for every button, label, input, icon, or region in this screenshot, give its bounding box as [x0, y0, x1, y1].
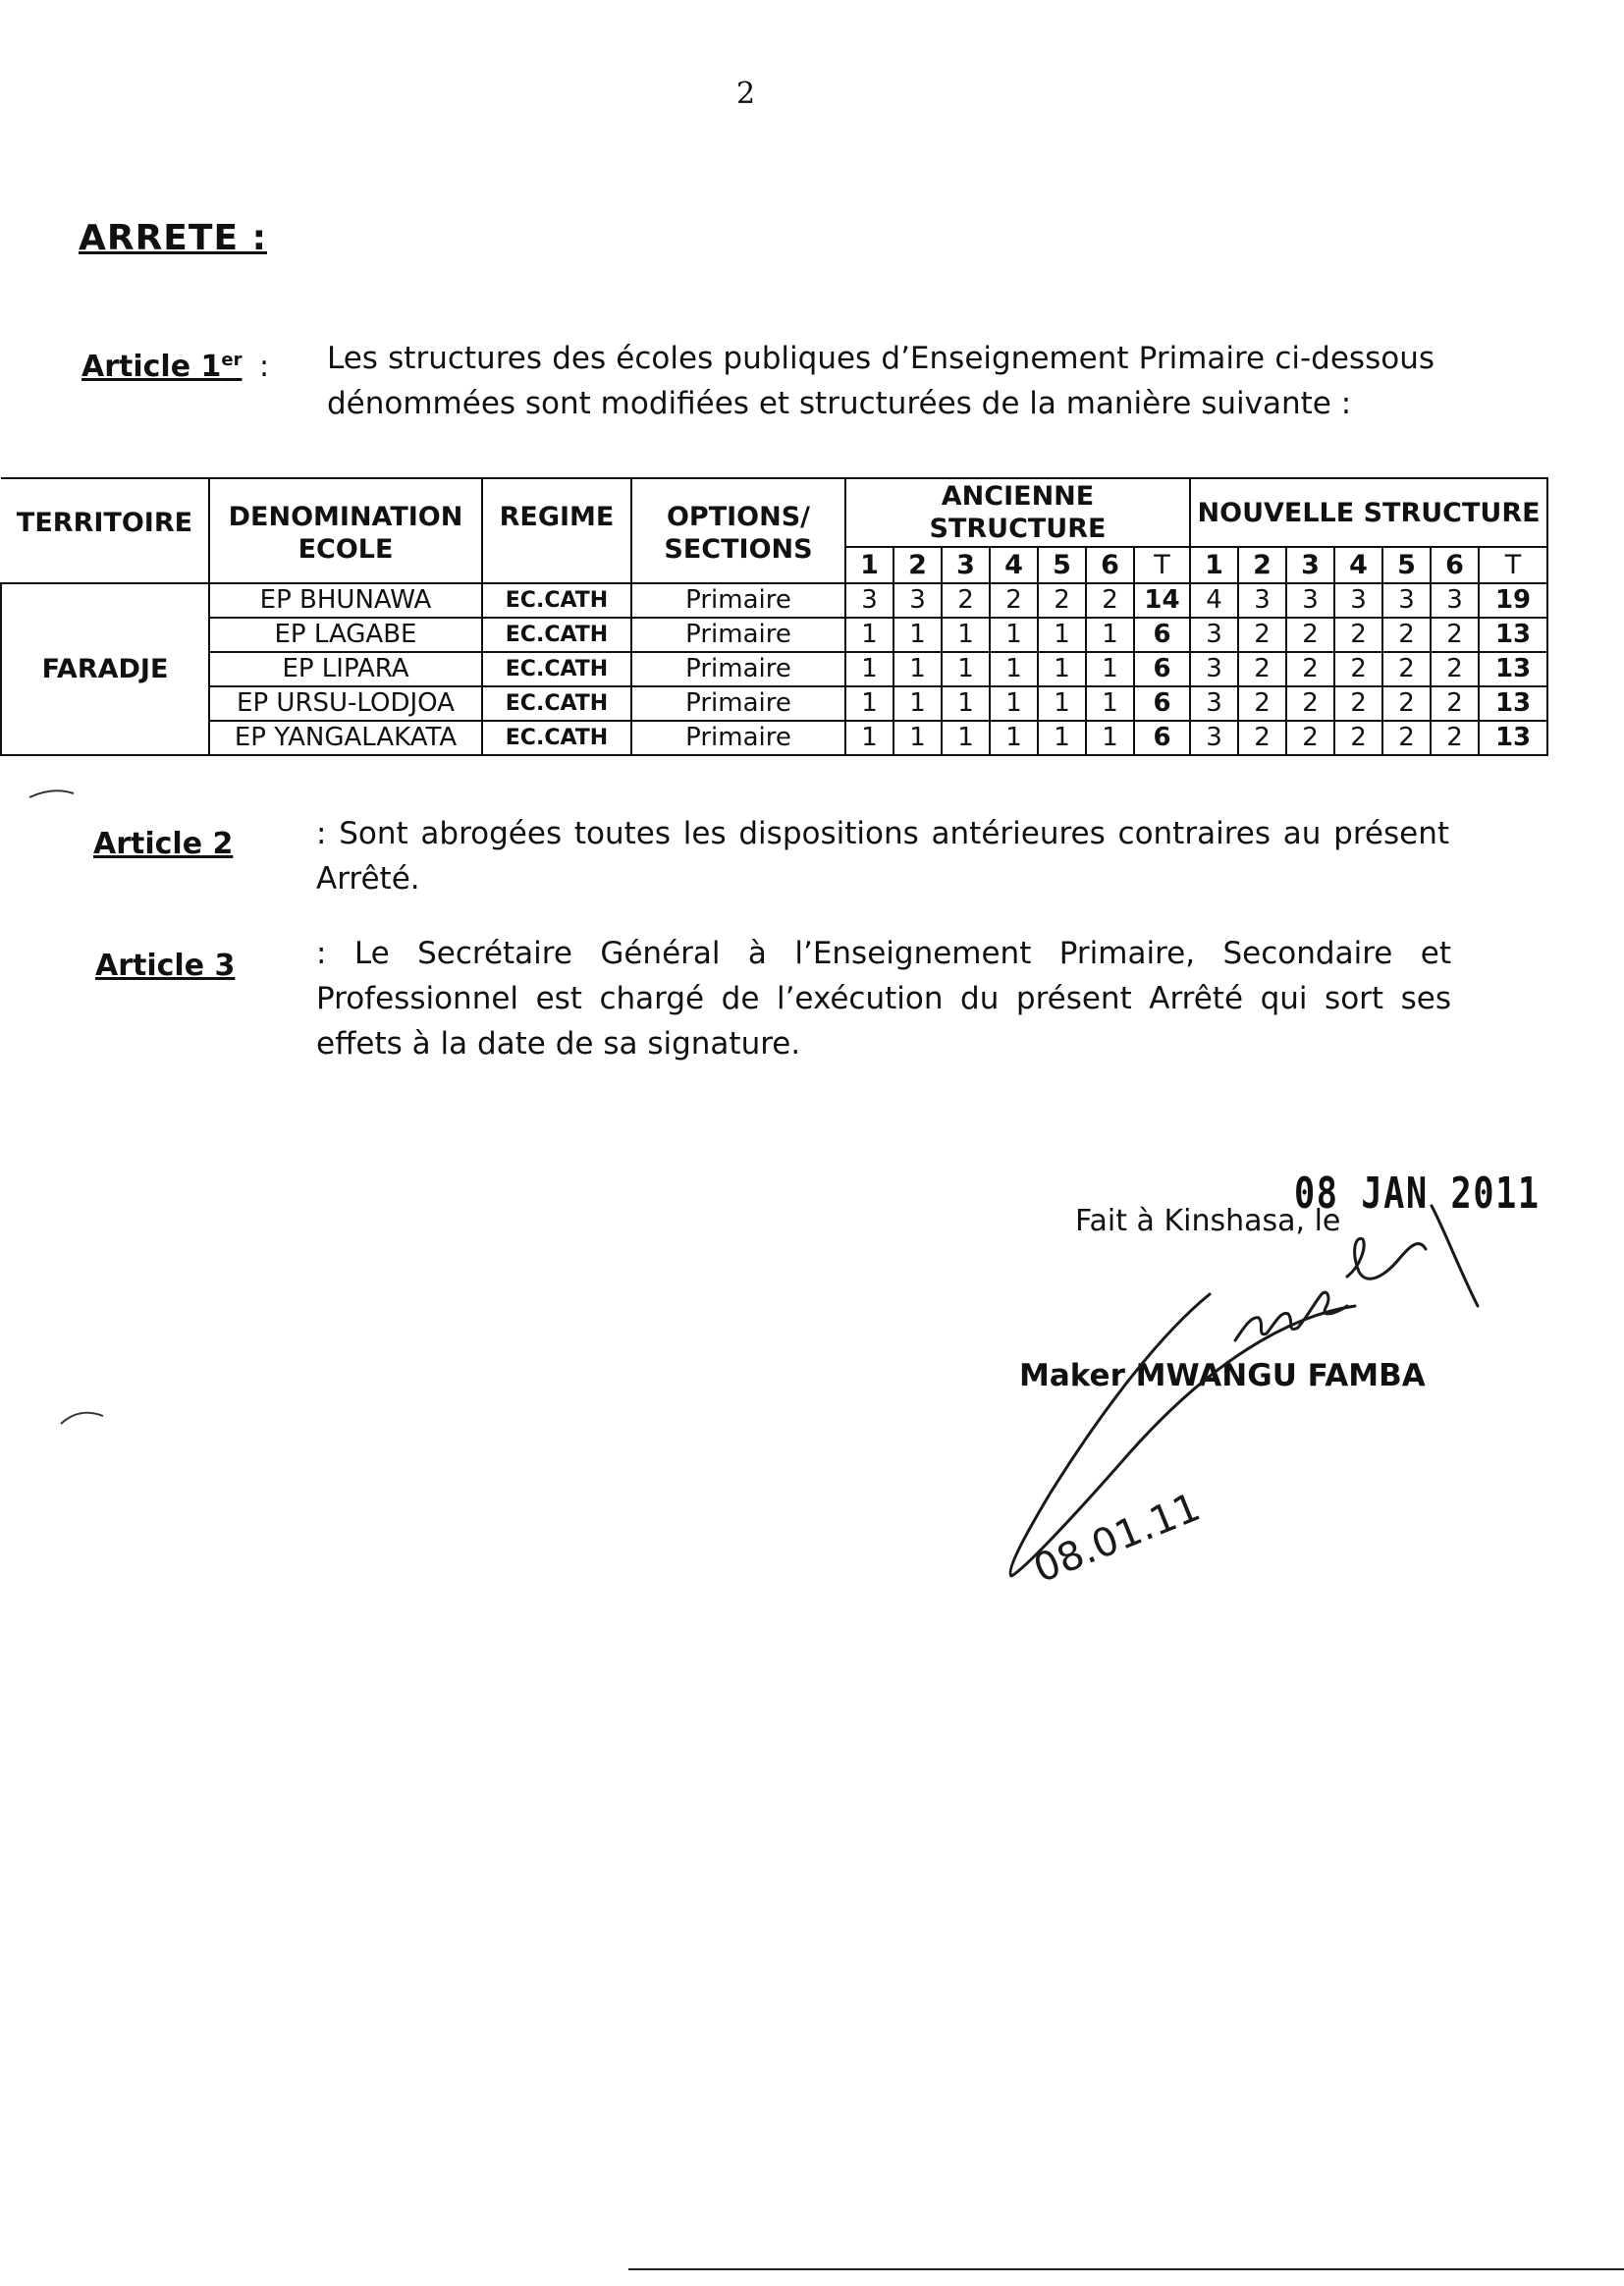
ancienne-grade-cell: 1: [845, 618, 893, 652]
bottom-rule: [628, 2268, 1624, 2270]
nouvelle-grade-cell: 2: [1334, 686, 1382, 721]
nouvelle-grade-cell: 2: [1382, 618, 1431, 652]
place-and-date-line: Fait à Kinshasa, le: [1075, 1204, 1341, 1238]
option-cell: Primaire: [631, 652, 845, 686]
header-nouvelle-grade: 1: [1190, 547, 1238, 583]
school-name-cell: EP URSU-LODJOA: [209, 686, 482, 721]
ancienne-grade-cell: 1: [1038, 652, 1086, 686]
handwritten-date: 08.01.11: [1027, 1484, 1207, 1593]
nouvelle-grade-cell: 2: [1334, 618, 1382, 652]
nouvelle-total-cell: 13: [1479, 652, 1547, 686]
header-denomination: DENOMINATION ECOLE: [209, 478, 482, 583]
ancienne-total-cell: 6: [1134, 652, 1190, 686]
header-ancienne-grade: 3: [942, 547, 990, 583]
nouvelle-grade-cell: 2: [1382, 652, 1431, 686]
nouvelle-grade-cell: 2: [1238, 721, 1286, 755]
ancienne-grade-cell: 1: [893, 686, 942, 721]
nouvelle-grade-cell: 4: [1190, 583, 1238, 618]
nouvelle-total-cell: 13: [1479, 686, 1547, 721]
header-ancienne-grade: 1: [845, 547, 893, 583]
nouvelle-grade-cell: 2: [1286, 618, 1334, 652]
article-2-label: Article 2: [93, 827, 234, 861]
regime-cell: EC.CATH: [482, 583, 631, 618]
article-2-text: : Sont abrogées toutes les dispositions antérieures contraires au présent Arrêté.: [316, 816, 1449, 897]
ancienne-total-cell: 6: [1134, 618, 1190, 652]
header-nouvelle-grade: 6: [1431, 547, 1479, 583]
option-cell: Primaire: [631, 686, 845, 721]
header-ancienne-grade: 4: [990, 547, 1038, 583]
school-name-cell: EP LAGABE: [209, 618, 482, 652]
nouvelle-grade-cell: 2: [1431, 652, 1479, 686]
option-cell: Primaire: [631, 618, 845, 652]
nouvelle-total-cell: 19: [1479, 583, 1547, 618]
article-3-text: : Le Secrétaire Général à l’Enseignement Primaire, Secondaire et Professionnel est chargé de l’exécution du présent Arrêté qui sort ses effets à la date de sa signature.: [316, 936, 1451, 1061]
header-nouvelle-grade: 3: [1286, 547, 1334, 583]
nouvelle-grade-cell: 2: [1286, 652, 1334, 686]
ancienne-grade-cell: 1: [942, 618, 990, 652]
nouvelle-grade-cell: 2: [1382, 721, 1431, 755]
ancienne-grade-cell: 3: [845, 583, 893, 618]
option-cell: Primaire: [631, 583, 845, 618]
regime-cell: EC.CATH: [482, 652, 631, 686]
ancienne-grade-cell: 2: [990, 583, 1038, 618]
nouvelle-grade-cell: 2: [1334, 652, 1382, 686]
header-territoire: TERRITOIRE: [1, 478, 209, 583]
ancienne-total-cell: 6: [1134, 686, 1190, 721]
nouvelle-grade-cell: 2: [1334, 721, 1382, 755]
nouvelle-grade-cell: 2: [1238, 618, 1286, 652]
ancienne-grade-cell: 1: [893, 618, 942, 652]
signature-tail: [1432, 1206, 1478, 1306]
header-ancienne-grade: 2: [893, 547, 942, 583]
regime-cell: EC.CATH: [482, 721, 631, 755]
nouvelle-grade-cell: 2: [1431, 618, 1479, 652]
nouvelle-grade-cell: 3: [1431, 583, 1479, 618]
header-ancienne-total: T: [1134, 547, 1190, 583]
ancienne-grade-cell: 2: [1038, 583, 1086, 618]
date-stamp: 08 JAN 2011: [1294, 1169, 1541, 1219]
article-3-label: Article 3: [95, 949, 236, 983]
article-1-colon: :: [259, 350, 270, 384]
header-ancienne-structure: ANCIENNE STRUCTURE: [845, 478, 1190, 547]
header-regime: REGIME: [482, 478, 631, 583]
ancienne-grade-cell: 1: [990, 618, 1038, 652]
header-nouvelle-grade: 2: [1238, 547, 1286, 583]
signature-scribble: [1235, 1292, 1347, 1340]
school-name-cell: EP BHUNAWA: [209, 583, 482, 618]
nouvelle-grade-cell: 3: [1382, 583, 1431, 618]
signature-flourish: [1347, 1238, 1426, 1279]
ancienne-grade-cell: 1: [990, 721, 1038, 755]
article-1-label-sup: er: [221, 350, 243, 370]
document-title: ARRETE :: [79, 218, 267, 258]
stray-mark: [29, 790, 74, 797]
ancienne-grade-cell: 1: [1038, 721, 1086, 755]
ancienne-grade-cell: 3: [893, 583, 942, 618]
nouvelle-grade-cell: 2: [1286, 686, 1334, 721]
nouvelle-grade-cell: 2: [1431, 686, 1479, 721]
ancienne-grade-cell: 1: [942, 686, 990, 721]
regime-cell: EC.CATH: [482, 618, 631, 652]
nouvelle-grade-cell: 2: [1382, 686, 1431, 721]
ancienne-grade-cell: 1: [1086, 721, 1134, 755]
header-nouvelle-structure: NOUVELLE STRUCTURE: [1190, 478, 1547, 547]
ancienne-grade-cell: 1: [1086, 618, 1134, 652]
header-options: OPTIONS/ SECTIONS: [631, 478, 845, 583]
nouvelle-grade-cell: 3: [1190, 618, 1238, 652]
article-1-label-text: Article 1: [81, 350, 222, 384]
ancienne-grade-cell: 1: [990, 686, 1038, 721]
nouvelle-grade-cell: 2: [1431, 721, 1479, 755]
ancienne-grade-cell: 1: [845, 686, 893, 721]
ancienne-grade-cell: 1: [942, 652, 990, 686]
nouvelle-grade-cell: 3: [1286, 583, 1334, 618]
ancienne-grade-cell: 1: [893, 652, 942, 686]
ancienne-grade-cell: 1: [1086, 686, 1134, 721]
header-nouvelle-grade: 5: [1382, 547, 1431, 583]
ancienne-grade-cell: 1: [942, 721, 990, 755]
ancienne-grade-cell: 1: [1038, 618, 1086, 652]
school-name-cell: EP LIPARA: [209, 652, 482, 686]
nouvelle-grade-cell: 3: [1334, 583, 1382, 618]
signatory-name: Maker MWANGU FAMBA: [1019, 1358, 1426, 1393]
ancienne-total-cell: 14: [1134, 583, 1190, 618]
ancienne-grade-cell: 1: [1086, 652, 1134, 686]
regime-cell: EC.CATH: [482, 686, 631, 721]
header-ancienne-grade: 5: [1038, 547, 1086, 583]
nouvelle-grade-cell: 3: [1190, 652, 1238, 686]
nouvelle-grade-cell: 2: [1238, 652, 1286, 686]
stray-mark: [61, 1413, 103, 1424]
nouvelle-grade-cell: 3: [1190, 721, 1238, 755]
header-nouvelle-total: T: [1479, 547, 1547, 583]
nouvelle-grade-cell: 2: [1238, 686, 1286, 721]
ancienne-grade-cell: 2: [942, 583, 990, 618]
ancienne-grade-cell: 2: [1086, 583, 1134, 618]
nouvelle-grade-cell: 2: [1286, 721, 1334, 755]
ancienne-total-cell: 6: [1134, 721, 1190, 755]
nouvelle-grade-cell: 3: [1238, 583, 1286, 618]
header-nouvelle-grade: 4: [1334, 547, 1382, 583]
ancienne-grade-cell: 1: [1038, 686, 1086, 721]
option-cell: Primaire: [631, 721, 845, 755]
ancienne-grade-cell: 1: [845, 721, 893, 755]
header-ancienne-grade: 6: [1086, 547, 1134, 583]
page-number: 2: [736, 77, 756, 111]
school-name-cell: EP YANGALAKATA: [209, 721, 482, 755]
article-1-text: Les structures des écoles publiques d’Enseignement Primaire ci-dessous dénommées sont modifiées et structurées de la manière suivante :: [327, 341, 1435, 421]
territoire-cell: FARADJE: [1, 583, 209, 755]
ancienne-grade-cell: 1: [893, 721, 942, 755]
nouvelle-grade-cell: 3: [1190, 686, 1238, 721]
ancienne-grade-cell: 1: [845, 652, 893, 686]
ancienne-grade-cell: 1: [990, 652, 1038, 686]
nouvelle-total-cell: 13: [1479, 618, 1547, 652]
nouvelle-total-cell: 13: [1479, 721, 1547, 755]
